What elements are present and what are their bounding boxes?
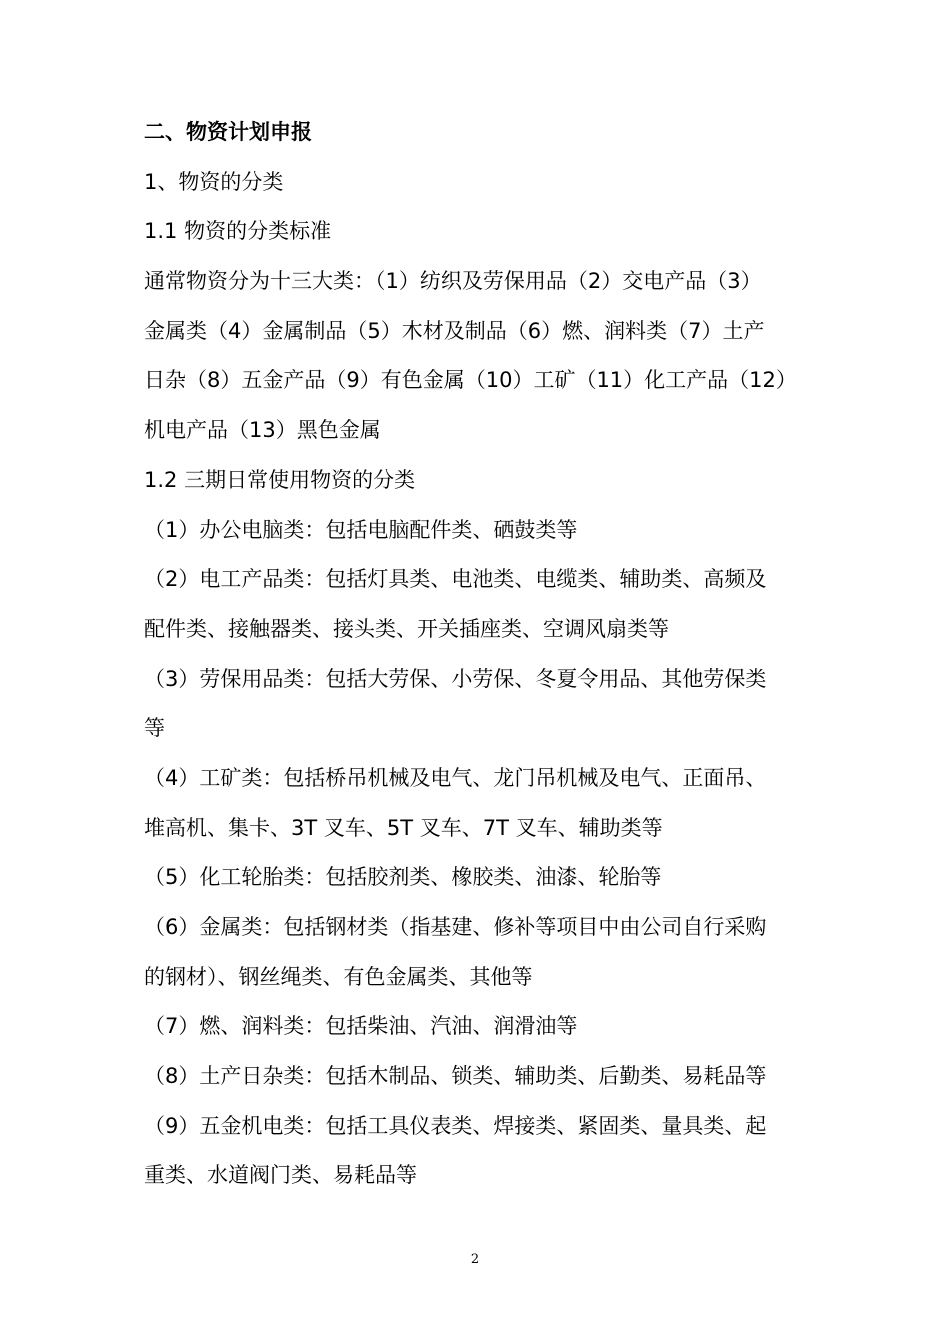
list-item-line: 配件类、接触器类、接头类、开关插座类、空调风扇类等 (144, 616, 669, 641)
paragraph-line: 通常物资分为十三大类：（1）纺织及劳保用品（2）交电产品（3） (144, 269, 762, 294)
list-item-line: （3）劳保用品类：包括大劳保、小劳保、冬夏令用品、其他劳保类 (144, 666, 767, 691)
paragraph-line: 日杂（8）五金产品（9）有色金属（10）工矿（11）化工产品（12） (144, 368, 797, 393)
paragraph-line: 金属类（4）金属制品（5）木材及制品（6）燃、润料类（7）土产 (144, 318, 765, 343)
list-item-line: 堆高机、集卡、3T 叉车、5T 叉车、7T 叉车、辅助类等 (144, 815, 663, 840)
list-item-line: （5）化工轮胎类：包括胶剂类、橡胶类、油漆、轮胎等 (144, 865, 662, 890)
page-number: 2 (470, 1252, 480, 1267)
subsection-heading: 1、物资的分类 (144, 169, 284, 194)
list-item-line: （2）电工产品类：包括灯具类、电池类、电缆类、辅助类、高频及 (144, 567, 767, 592)
section-heading: 二、物资计划申报 (144, 120, 312, 144)
document-body (144, 108, 816, 1201)
subsection-heading: 1.1 物资的分类标准 (144, 219, 332, 244)
list-item-line: （9）五金机电类：包括工具仪表类、焊接类、紧固类、量具类、起 (144, 1113, 767, 1138)
list-item-line: 的钢材）、钢丝绳类、有色金属类、其他等 (144, 964, 533, 989)
list-item-line: （4）工矿类：包括桥吊机械及电气、龙门吊机械及电气、正面吊、 (144, 765, 767, 790)
subsection-heading: 1.2 三期日常使用物资的分类 (144, 467, 416, 492)
list-item-line: 重类、水道阀门类、易耗品等 (144, 1163, 417, 1188)
list-item-line: （8）土产日杂类：包括木制品、锁类、辅助类、后勤类、易耗品等 (144, 1064, 767, 1089)
list-item-line: （6）金属类：包括钢材类（指基建、修补等项目中由公司自行采购 (144, 915, 767, 939)
list-item-line: 等 (144, 716, 165, 741)
list-item-line: （7）燃、润料类：包括柴油、汽油、润滑油等 (144, 1014, 578, 1039)
list-item-line: （1）办公电脑类：包括电脑配件类、硒鼓类等 (144, 517, 578, 542)
paragraph-line: 机电产品（13）黑色金属 (144, 418, 381, 443)
